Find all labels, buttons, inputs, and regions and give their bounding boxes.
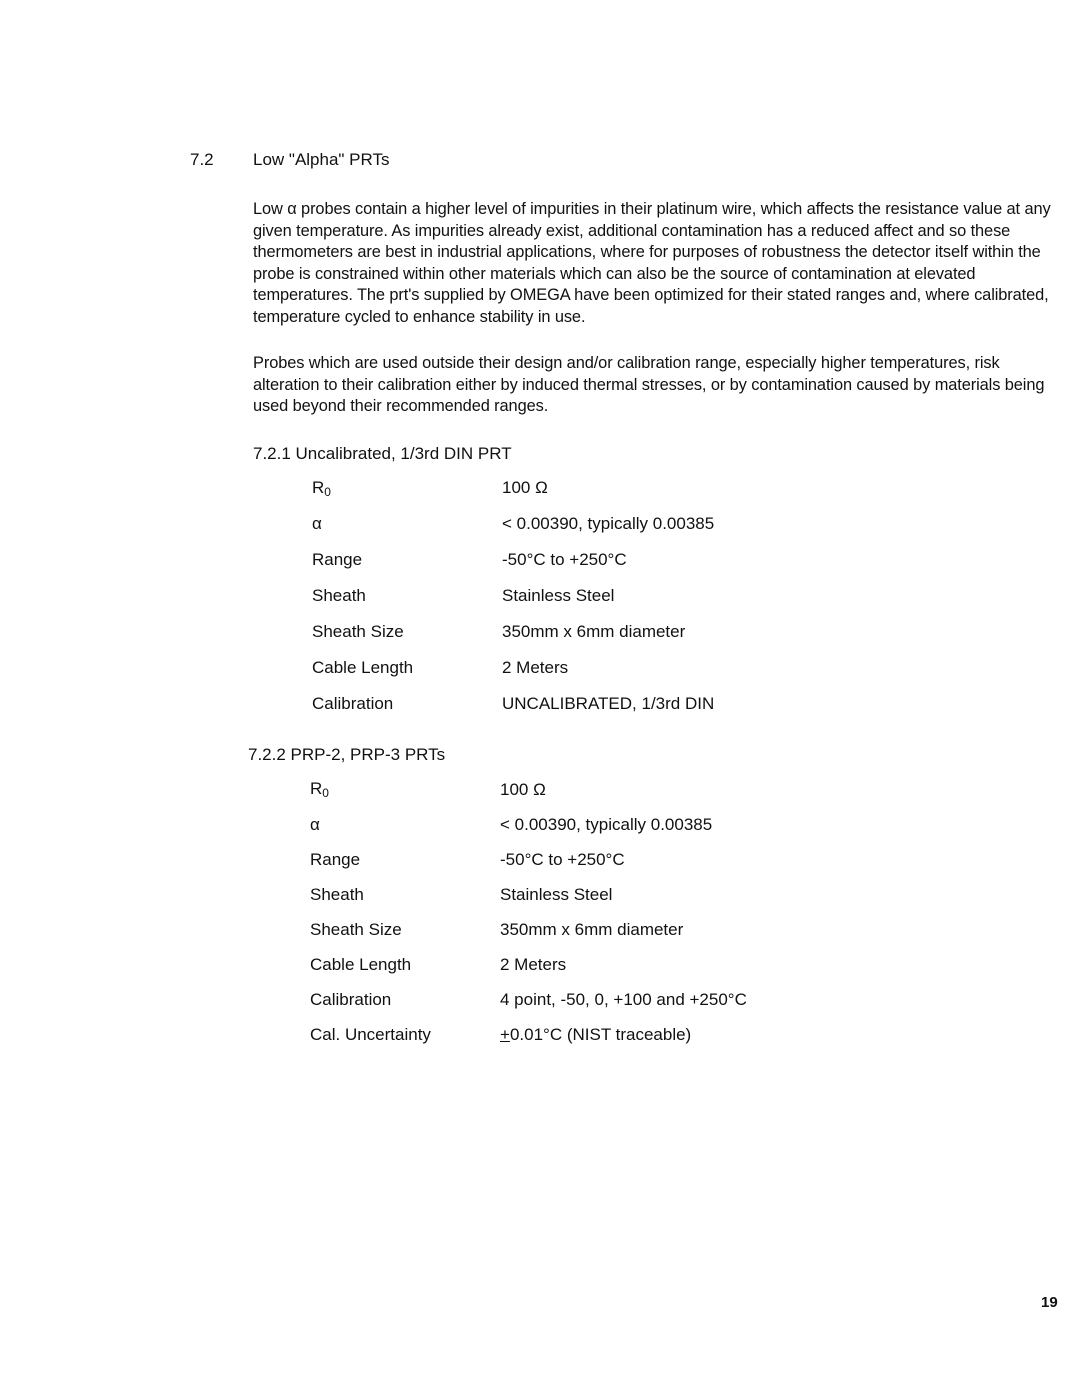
spec-label: Sheath: [310, 884, 364, 904]
spec-label: Sheath Size: [312, 622, 404, 641]
page-number: 19: [1041, 1294, 1058, 1311]
paragraph-calibration-risk: Probes which are used outside their design and/or calibration range, especially higher temperatures, risk alteration to their calibration either by induced thermal stresses, or by contamination caused by materials being used beyond their recommended ranges.: [253, 354, 1045, 416]
spec-row-range: [312, 542, 714, 578]
spec-value: < 0.00390, typically 0.00385: [502, 514, 715, 533]
spec-value: 100 Ω: [500, 779, 546, 799]
spec-value: 350mm x 6mm diameter: [502, 622, 686, 641]
spec-label: Range: [312, 550, 363, 569]
spec-row-cable-length: [312, 650, 714, 686]
spec-value: 350mm x 6mm diameter: [500, 919, 684, 939]
section-number: 7.2: [190, 150, 214, 169]
spec-label: [310, 772, 500, 807]
spec-value: 2 Meters: [500, 954, 567, 974]
r0-subscript: 0: [324, 484, 331, 499]
spec-value: < 0.00390, typically 0.00385: [500, 814, 713, 834]
spec-table-uncalibrated: [312, 470, 714, 722]
spec-value: 4 point, -50, 0, +100 and +250°C: [500, 989, 747, 1009]
uncertainty-value: 0.01°C (NIST traceable): [509, 1024, 692, 1044]
spec-label: Sheath Size: [310, 919, 402, 939]
spec-table-prp: [310, 772, 747, 1052]
spec-value: 2 Meters: [502, 658, 569, 677]
spec-row-calibration: [310, 982, 747, 1017]
spec-row-sheath: [310, 877, 747, 912]
spec-row-cable-length: [310, 947, 747, 982]
r0-symbol: R: [312, 477, 325, 497]
spec-label: α: [312, 514, 322, 533]
spec-label: Cable Length: [312, 658, 414, 677]
spec-value: [500, 1017, 747, 1052]
spec-label: Cal. Uncertainty: [310, 1024, 431, 1044]
paragraph-impurities: Low α probes contain a higher level of impurities in their platinum wire, which affects the resistance value at any given temperature. As impurities already exist, additional contamination has a reduced affect and so these thermometers are best in industrial applications, where for purposes of robustness the detector itself within the probe is constrained within other materials which can also be the source of contamination at elevated temperatures. The prt's supplied by OMEGA have been optimized for their stated ranges and, where calibrated, temperature cycled to enhance stability in use.: [253, 200, 1051, 326]
spec-row-sheath-size: [310, 912, 747, 947]
spec-value: UNCALIBRATED, 1/3rd DIN: [502, 694, 715, 713]
spec-value: Stainless Steel: [500, 884, 613, 904]
spec-row-sheath-size: [312, 614, 714, 650]
spec-label: Cable Length: [310, 954, 412, 974]
spec-row-r0: [310, 772, 747, 807]
spec-row-r0: [312, 470, 714, 506]
spec-row-range: [310, 842, 747, 877]
section-title: Low "Alpha" PRTs: [253, 150, 390, 169]
spec-row-calibration: [312, 686, 714, 722]
spec-label: Calibration: [312, 694, 394, 713]
spec-label: Calibration: [310, 989, 392, 1009]
subsection-heading-prp: 7.2.2 PRP-2, PRP-3 PRTs: [248, 745, 446, 764]
plus-minus-sign: +: [500, 1024, 510, 1044]
r0-symbol: R: [310, 779, 323, 798]
spec-label: Sheath: [312, 586, 366, 605]
spec-row-sheath: [312, 578, 714, 614]
spec-row-cal-uncertainty: [310, 1017, 747, 1052]
spec-label: Range: [310, 849, 361, 869]
r0-subscript: 0: [322, 786, 329, 800]
spec-row-alpha: [312, 506, 714, 542]
spec-label: α: [310, 814, 320, 834]
spec-row-alpha: [310, 807, 747, 842]
spec-value: 100 Ω: [502, 478, 548, 497]
spec-value: -50°C to +250°C: [500, 849, 625, 869]
spec-label: [312, 470, 502, 506]
spec-value: -50°C to +250°C: [502, 550, 627, 569]
spec-value: Stainless Steel: [502, 586, 615, 605]
subsection-heading-uncalibrated: 7.2.1 Uncalibrated, 1/3rd DIN PRT: [253, 444, 512, 463]
